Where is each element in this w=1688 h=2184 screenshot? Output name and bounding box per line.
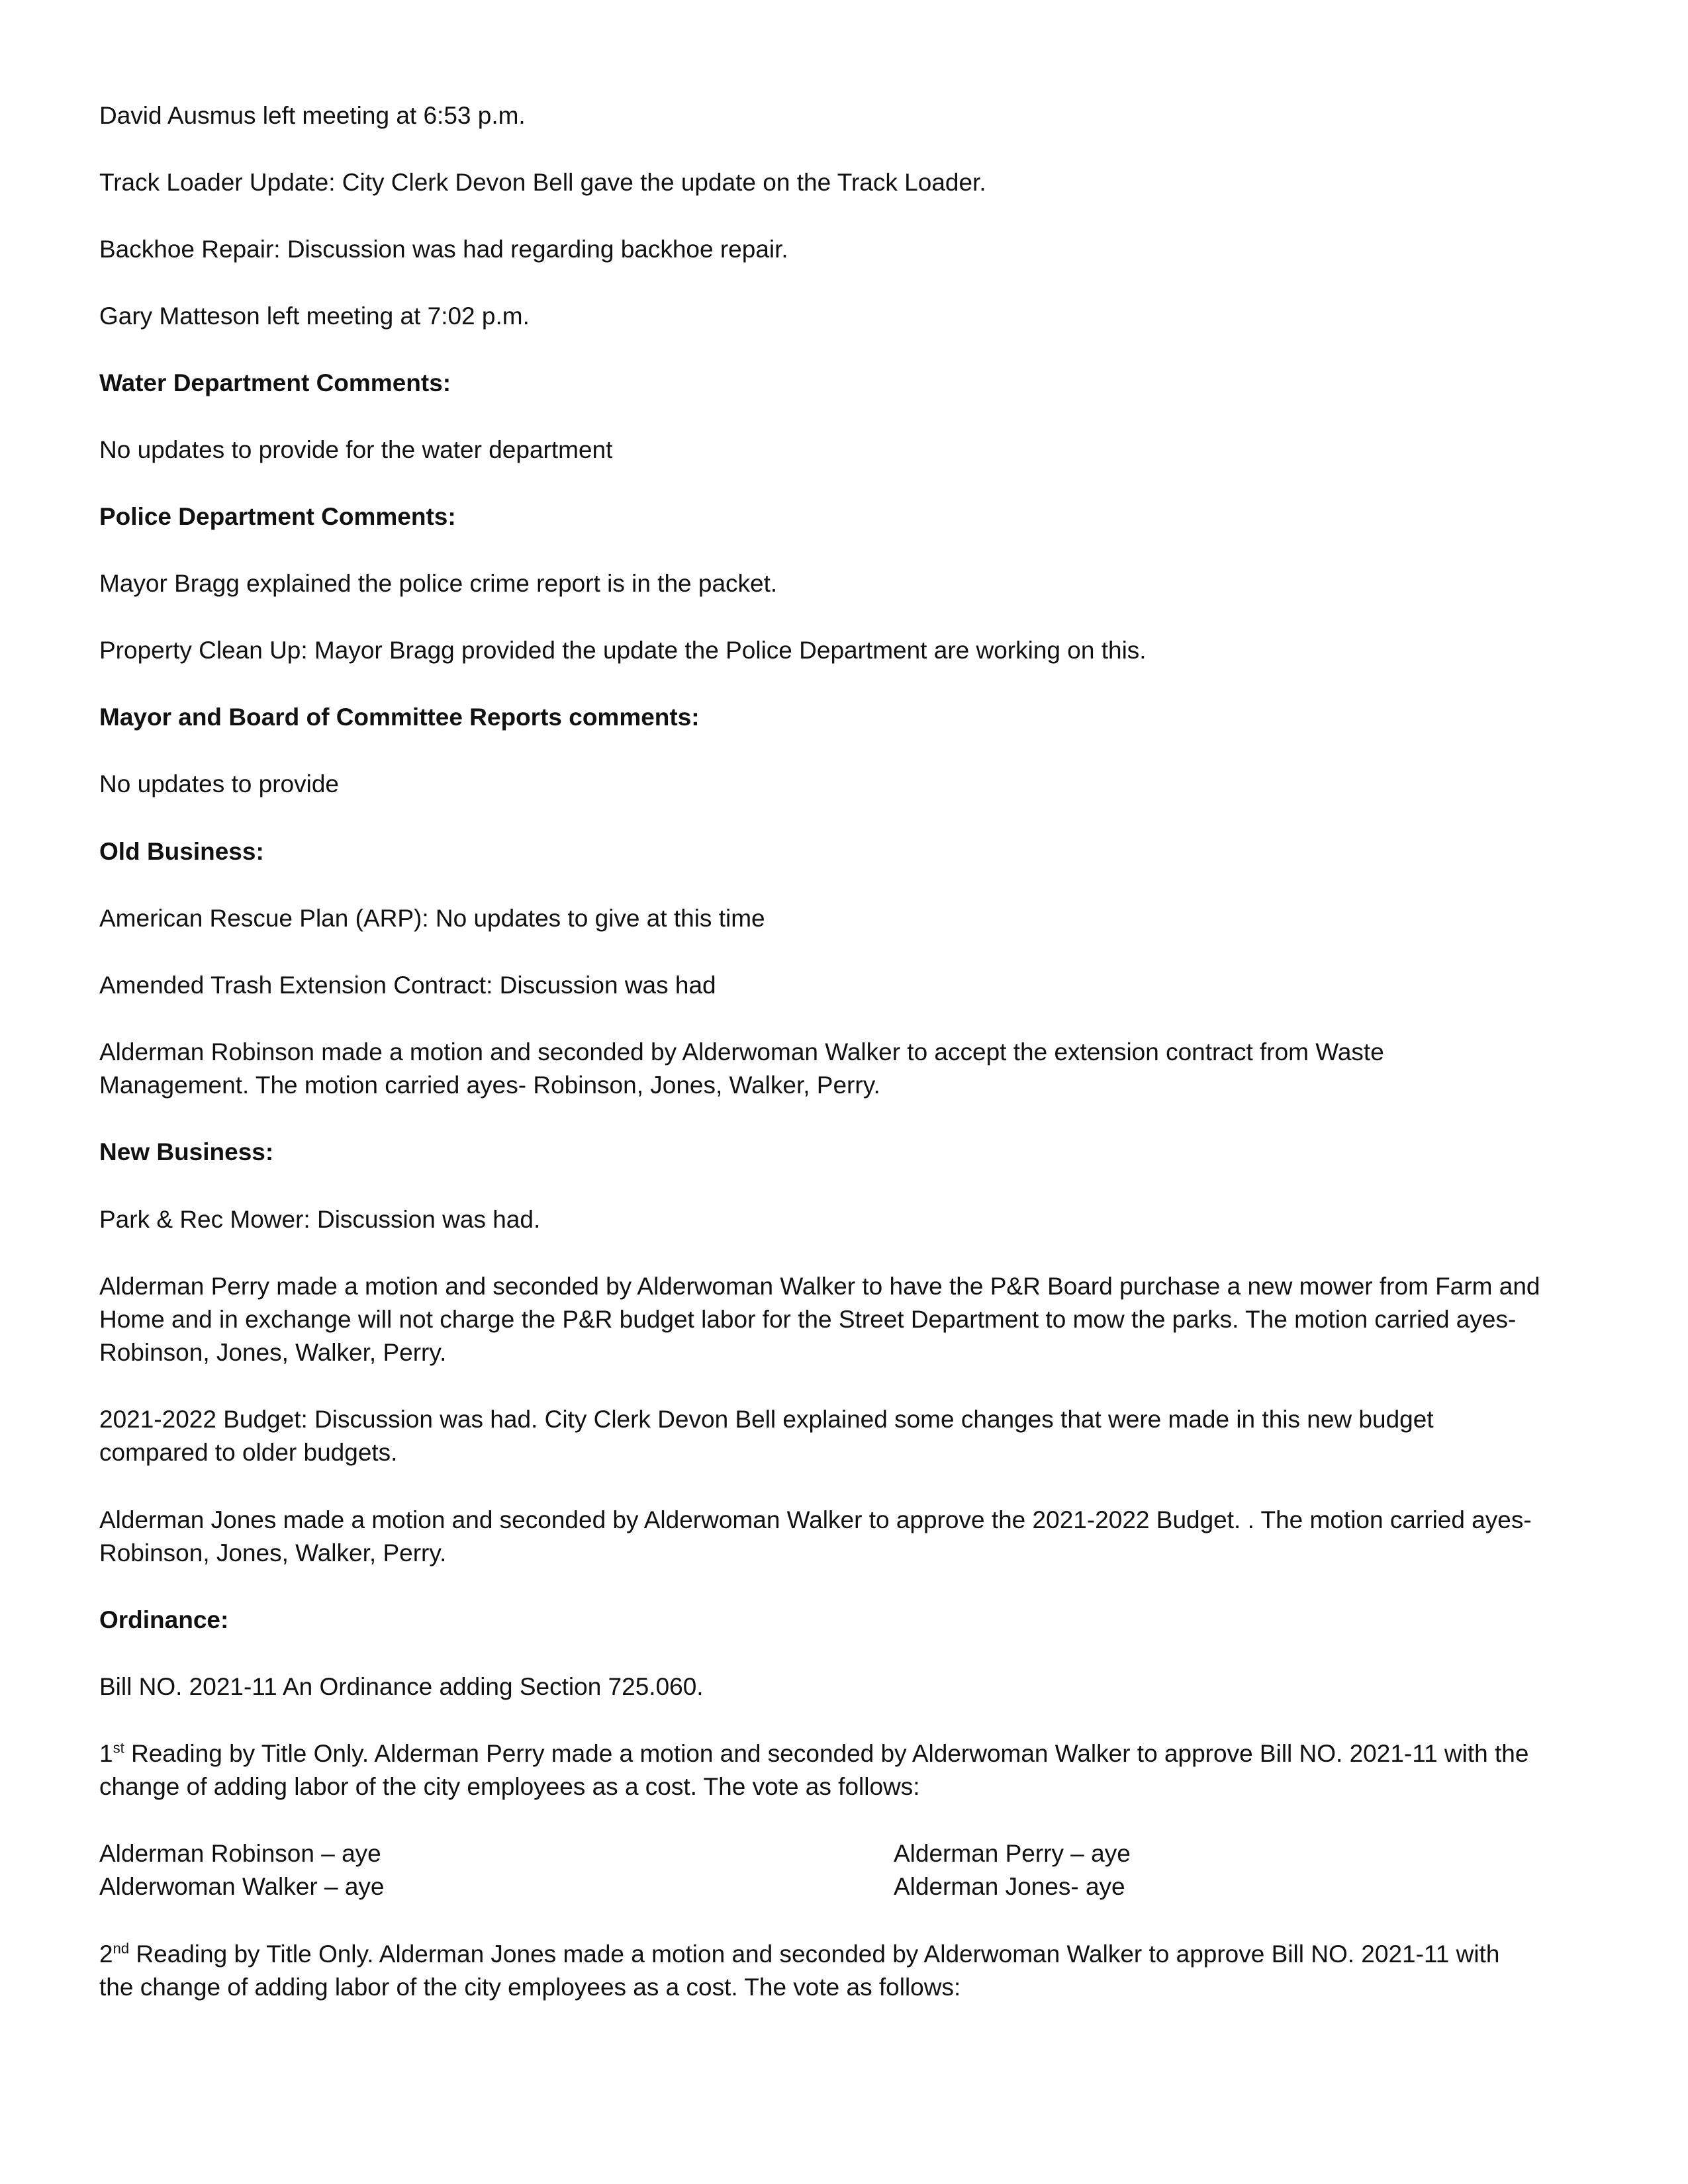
text-line: Alderman Jones made a motion and seconded by Alderwoman Walker to approve the 2021-2022 Budget. . The motion carried ayes-	[99, 1506, 1532, 1533]
text-line: Gary Matteson left meeting at 7:02 p.m.	[99, 302, 530, 330]
text-line: Alderman Perry made a motion and seconded by Alderwoman Walker to have the P&R Board purchase a new mower from Farm and	[99, 1273, 1540, 1300]
ordinal-suffix: nd	[113, 1940, 130, 1957]
section-heading-water: Water Department Comments:	[99, 369, 451, 396]
first-reading-line	[99, 1737, 1589, 1770]
text-line: David Ausmus left meeting at 6:53 p.m.	[99, 102, 526, 129]
reading-text: Reading by Title Only. Alderman Jones made a motion and seconded by Alderwoman Walker to approve Bill NO. 2021-11 with	[129, 1940, 1500, 1968]
vote-entry: Alderwoman Walker – aye	[99, 1873, 385, 1900]
text-line: 2021-2022 Budget: Discussion was had. City Clerk Devon Bell explained some changes that were made in this new budget	[99, 1406, 1434, 1433]
reading-text: Reading by Title Only. Alderman Perry made a motion and seconded by Alderwoman Walker to approve Bill NO. 2021-11 with the	[124, 1740, 1529, 1767]
section-heading-ordinance: Ordinance:	[99, 1606, 229, 1633]
vote-entry: Alderman Perry – aye	[894, 1840, 1131, 1867]
reading-number: 2	[99, 1940, 113, 1968]
text-line: Mayor Bragg explained the police crime report is in the packet.	[99, 570, 778, 597]
vote-entry: Alderman Jones- aye	[894, 1873, 1125, 1900]
text-line: compared to older budgets.	[99, 1439, 398, 1466]
text-line: the change of adding labor of the city employees as a cost. The vote as follows:	[99, 1974, 961, 2001]
text-line: American Rescue Plan (ARP): No updates to give at this time	[99, 905, 765, 932]
text-line: Robinson, Jones, Walker, Perry.	[99, 1539, 447, 1567]
section-heading-new-business: New Business:	[99, 1138, 274, 1165]
text-line: Track Loader Update: City Clerk Devon Bell gave the update on the Track Loader.	[99, 169, 986, 196]
text-line: No updates to provide	[99, 770, 340, 797]
text-line: change of adding labor of the city employees as a cost. The vote as follows:	[99, 1773, 920, 1800]
text-line: Bill NO. 2021-11 An Ordinance adding Section 725.060.	[99, 1673, 704, 1700]
second-reading-line	[99, 1938, 1589, 1971]
text-line: Property Clean Up: Mayor Bragg provided the update the Police Department are working on this.	[99, 637, 1147, 664]
text-line: Amended Trash Extension Contract: Discussion was had	[99, 972, 716, 999]
text-line: Backhoe Repair: Discussion was had regarding backhoe repair.	[99, 236, 788, 263]
section-heading-mayor: Mayor and Board of Committee Reports comments:	[99, 704, 700, 731]
section-heading-old-business: Old Business:	[99, 838, 264, 865]
text-line: Park & Rec Mower: Discussion was had.	[99, 1206, 541, 1233]
text-line: Home and in exchange will not charge the P&R budget labor for the Street Department to mow the parks. The motion carried ayes-	[99, 1306, 1517, 1333]
text-line: Management. The motion carried ayes- Robinson, Jones, Walker, Perry.	[99, 1071, 880, 1099]
text-line: Alderman Robinson made a motion and seconded by Alderwoman Walker to accept the extension contract from Waste	[99, 1038, 1384, 1066]
ordinal-suffix: st	[113, 1739, 124, 1756]
text-line: No updates to provide for the water department	[99, 436, 613, 463]
reading-number: 1	[99, 1740, 113, 1767]
text-line: Robinson, Jones, Walker, Perry.	[99, 1339, 447, 1366]
section-heading-police: Police Department Comments:	[99, 503, 456, 530]
vote-entry: Alderman Robinson – aye	[99, 1840, 381, 1867]
